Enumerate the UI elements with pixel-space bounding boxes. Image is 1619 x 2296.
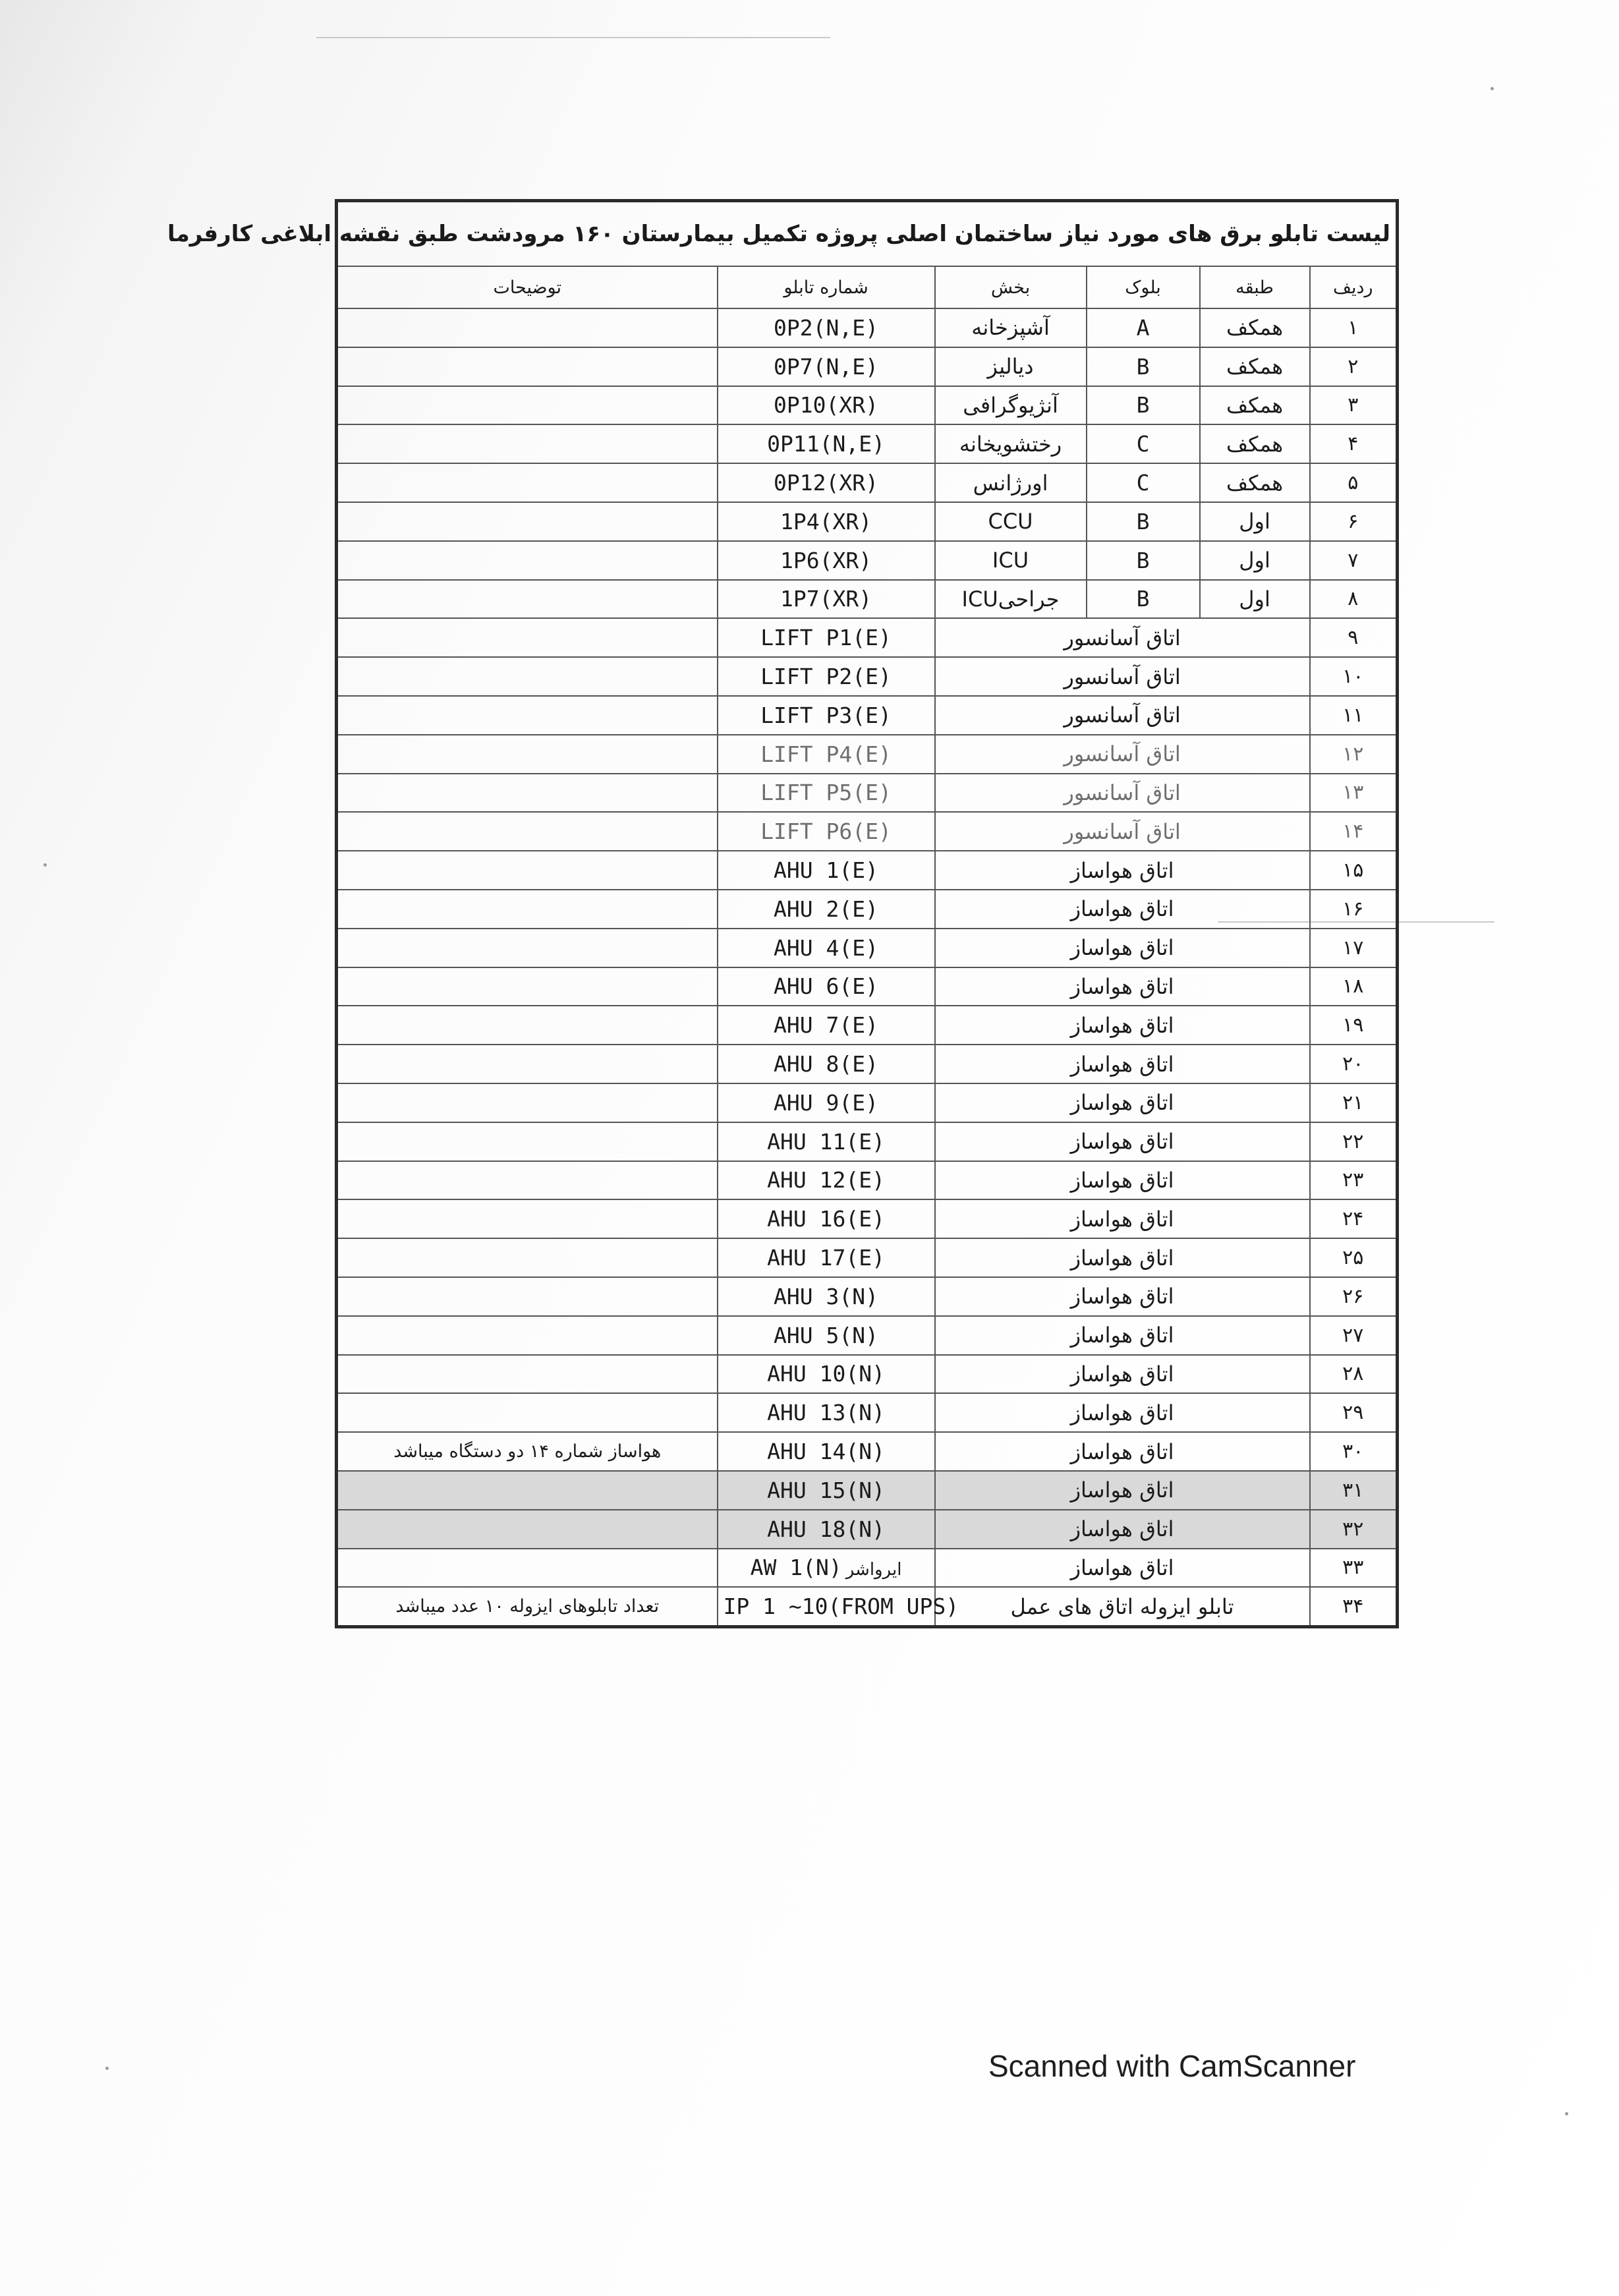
scanner-watermark: Scanned with CamScanner	[988, 2049, 1356, 2083]
table-row	[337, 1549, 1398, 1588]
header-floor: طبقه	[1200, 266, 1310, 308]
table-row	[337, 735, 1398, 774]
table-row	[337, 967, 1398, 1006]
cell-floor: اول	[1200, 541, 1310, 580]
scan-artifact-line	[316, 37, 830, 38]
cell-notes	[337, 1238, 718, 1277]
cell-floor: همکف	[1200, 386, 1310, 425]
cell-row-number: ۷	[1310, 541, 1398, 580]
panel-suffix: ایرواشر	[845, 1560, 902, 1580]
cell-row-number: ۱	[1310, 308, 1398, 347]
table-row	[337, 1471, 1398, 1510]
table-row	[337, 347, 1398, 386]
table-row	[337, 890, 1398, 929]
cell-panel-number: IP 1 ~10(FROM UPS)	[718, 1587, 935, 1626]
cell-block: A	[1087, 308, 1200, 347]
cell-panel-number: AHU 13(N)	[718, 1393, 935, 1432]
cell-block: B	[1087, 580, 1200, 619]
cell-row-number: ۳	[1310, 386, 1398, 425]
cell-notes	[337, 386, 718, 425]
cell-row-number: ۱۲	[1310, 735, 1398, 774]
cell-row-number: ۲۰	[1310, 1045, 1398, 1083]
cell-floor: اول	[1200, 502, 1310, 541]
cell-panel-number: LIFT P5(E)	[718, 774, 935, 813]
cell-row-number: ۲۸	[1310, 1355, 1398, 1394]
cell-location: اتاق هواساز	[935, 1277, 1310, 1316]
cell-notes	[337, 696, 718, 735]
cell-notes: تعداد تابلوهای ایزوله ۱۰ عدد میباشد	[337, 1587, 718, 1626]
cell-location: اتاق هواساز	[935, 1006, 1310, 1045]
cell-location: اتاق آسانسور	[935, 618, 1310, 657]
cell-row-number: ۱۶	[1310, 890, 1398, 929]
cell-panel-number: AHU 15(N)	[718, 1471, 935, 1510]
cell-notes	[337, 424, 718, 463]
cell-notes	[337, 347, 718, 386]
header-block: بلوک	[1087, 266, 1200, 308]
cell-location: اتاق آسانسور	[935, 696, 1310, 735]
table-row	[337, 851, 1398, 890]
cell-notes	[337, 1006, 718, 1045]
cell-location: اتاق هواساز	[935, 1432, 1310, 1471]
cell-notes	[337, 929, 718, 967]
cell-location: اتاق هواساز	[935, 1045, 1310, 1083]
cell-notes	[337, 657, 718, 696]
cell-location: اتاق هواساز	[935, 1510, 1310, 1549]
cell-panel-number: AHU 9(E)	[718, 1083, 935, 1122]
cell-row-number: ۴	[1310, 424, 1398, 463]
cell-panel-number: LIFT P1(E)	[718, 618, 935, 657]
table-row	[337, 618, 1398, 657]
panel-code: AW 1(N)	[750, 1555, 842, 1581]
cell-section: CCU	[935, 502, 1087, 541]
table-row	[337, 580, 1398, 619]
cell-floor: همکف	[1200, 424, 1310, 463]
table-row	[337, 774, 1398, 813]
cell-panel-number: LIFT P4(E)	[718, 735, 935, 774]
cell-row-number: ۲۲	[1310, 1122, 1398, 1161]
cell-notes	[337, 1161, 718, 1200]
cell-panel-number: AHU 4(E)	[718, 929, 935, 967]
table-row	[337, 696, 1398, 735]
table-row	[337, 1510, 1398, 1549]
cell-panel-number: AHU 6(E)	[718, 967, 935, 1006]
table-row	[337, 929, 1398, 967]
cell-location: اتاق هواساز	[935, 1199, 1310, 1238]
cell-location: اتاق هواساز	[935, 1122, 1310, 1161]
cell-panel-number: AHU 18(N)	[718, 1510, 935, 1549]
cell-panel-number: AHU 7(E)	[718, 1006, 935, 1045]
table-row	[337, 1316, 1398, 1355]
cell-notes	[337, 541, 718, 580]
cell-location: اتاق هواساز	[935, 851, 1310, 890]
cell-block: C	[1087, 424, 1200, 463]
cell-location: اتاق هواساز	[935, 1316, 1310, 1355]
cell-location: اتاق هواساز	[935, 1161, 1310, 1200]
cell-notes	[337, 890, 718, 929]
cell-row-number: ۲۷	[1310, 1316, 1398, 1355]
table-row	[337, 1199, 1398, 1238]
cell-row-number: ۶	[1310, 502, 1398, 541]
cell-panel-number: 0P11(N,E)	[718, 424, 935, 463]
cell-panel-number: 0P7(N,E)	[718, 347, 935, 386]
cell-block: C	[1087, 463, 1200, 502]
cell-floor: همکف	[1200, 308, 1310, 347]
cell-panel-number: 0P12(XR)	[718, 463, 935, 502]
cell-panel-number: AHU 8(E)	[718, 1045, 935, 1083]
cell-panel-number: AHU 10(N)	[718, 1355, 935, 1394]
cell-row-number: ۱۹	[1310, 1006, 1398, 1045]
cell-row-number: ۹	[1310, 618, 1398, 657]
cell-panel-number: AHU 11(E)	[718, 1122, 935, 1161]
cell-row-number: ۱۵	[1310, 851, 1398, 890]
cell-panel-number: AHU 16(E)	[718, 1199, 935, 1238]
cell-panel-number: AHU 2(E)	[718, 890, 935, 929]
table-row	[337, 541, 1398, 580]
header-panel-number: شماره تابلو	[718, 266, 935, 308]
cell-notes	[337, 1471, 718, 1510]
table-row	[337, 463, 1398, 502]
cell-row-number: ۲۶	[1310, 1277, 1398, 1316]
cell-panel-number: 1P4(XR)	[718, 502, 935, 541]
cell-notes	[337, 1355, 718, 1394]
header-notes: توضیحات	[337, 266, 718, 308]
cell-notes	[337, 308, 718, 347]
cell-row-number: ۳۰	[1310, 1432, 1398, 1471]
cell-notes: هواساز شماره ۱۴ دو دستگاه میباشد	[337, 1432, 718, 1471]
table-row	[337, 1393, 1398, 1432]
cell-location: اتاق هواساز	[935, 1549, 1310, 1588]
table-row	[337, 308, 1398, 347]
cell-panel-number: 1P6(XR)	[718, 541, 935, 580]
cell-panel-number: 0P2(N,E)	[718, 308, 935, 347]
cell-row-number: ۳۱	[1310, 1471, 1398, 1510]
cell-panel-number: 1P7(XR)	[718, 580, 935, 619]
cell-row-number: ۱۴	[1310, 812, 1398, 851]
cell-location: اتاق هواساز	[935, 1393, 1310, 1432]
cell-panel-number: LIFT P2(E)	[718, 657, 935, 696]
table-row	[337, 1355, 1398, 1394]
cell-panel-number: 0P10(XR)	[718, 386, 935, 425]
cell-section: دیالیز	[935, 347, 1087, 386]
header-row-number: ردیف	[1310, 266, 1398, 308]
cell-row-number: ۵	[1310, 463, 1398, 502]
table-row	[337, 1587, 1398, 1626]
cell-notes	[337, 774, 718, 813]
cell-row-number: ۲۹	[1310, 1393, 1398, 1432]
cell-row-number: ۱۸	[1310, 967, 1398, 1006]
cell-block: B	[1087, 541, 1200, 580]
cell-notes	[337, 1393, 718, 1432]
cell-notes	[337, 1549, 718, 1588]
cell-location: اتاق هواساز	[935, 1355, 1310, 1394]
cell-panel-number	[718, 1549, 935, 1588]
cell-floor: همکف	[1200, 347, 1310, 386]
cell-location: اتاق هواساز	[935, 1083, 1310, 1122]
table-row	[337, 1277, 1398, 1316]
cell-notes	[337, 502, 718, 541]
cell-floor: همکف	[1200, 463, 1310, 502]
cell-notes	[337, 967, 718, 1006]
cell-section: اورژانس	[935, 463, 1087, 502]
cell-panel-number: AHU 17(E)	[718, 1238, 935, 1277]
scan-speck	[105, 2067, 109, 2070]
cell-row-number: ۲۴	[1310, 1199, 1398, 1238]
cell-notes	[337, 1122, 718, 1161]
cell-panel-number: AHU 3(N)	[718, 1277, 935, 1316]
table-title: لیست تابلو برق های مورد نیاز ساختمان اصلی پروژه تکمیل بیمارستان ۱۶۰ مرودشت طبق نقشه ابلاغی کارفرما	[337, 201, 1398, 267]
cell-location: تابلو ایزوله اتاق های عمل	[935, 1587, 1310, 1626]
scan-speck	[1491, 87, 1494, 90]
cell-row-number: ۲۱	[1310, 1083, 1398, 1122]
table-row	[337, 812, 1398, 851]
scan-speck	[1565, 2112, 1568, 2115]
cell-row-number: ۱۷	[1310, 929, 1398, 967]
header-section: بخش	[935, 266, 1087, 308]
table-row	[337, 1045, 1398, 1083]
table-row	[337, 1161, 1398, 1200]
cell-row-number: ۳۲	[1310, 1510, 1398, 1549]
cell-notes	[337, 851, 718, 890]
table-row	[337, 657, 1398, 696]
cell-notes	[337, 1045, 718, 1083]
cell-panel-number: AHU 12(E)	[718, 1161, 935, 1200]
scan-speck	[43, 863, 47, 867]
title-row	[337, 201, 1398, 267]
cell-block: B	[1087, 502, 1200, 541]
cell-section: جراحیICU	[935, 580, 1087, 619]
cell-location: اتاق هواساز	[935, 967, 1310, 1006]
cell-section: ICU	[935, 541, 1087, 580]
panel-list-table	[167, 199, 1399, 1628]
cell-location: اتاق آسانسور	[935, 812, 1310, 851]
cell-location: اتاق هواساز	[935, 1471, 1310, 1510]
cell-notes	[337, 812, 718, 851]
cell-section: رختشویخانه	[935, 424, 1087, 463]
cell-location: اتاق آسانسور	[935, 774, 1310, 813]
cell-row-number: ۳۳	[1310, 1549, 1398, 1588]
cell-row-number: ۲۵	[1310, 1238, 1398, 1277]
cell-notes	[337, 1510, 718, 1549]
table-row	[337, 1432, 1398, 1471]
cell-panel-number: LIFT P6(E)	[718, 812, 935, 851]
cell-notes	[337, 463, 718, 502]
cell-floor: اول	[1200, 580, 1310, 619]
cell-block: B	[1087, 386, 1200, 425]
cell-row-number: ۲	[1310, 347, 1398, 386]
table-row	[337, 1238, 1398, 1277]
cell-notes	[337, 1277, 718, 1316]
cell-row-number: ۱۰	[1310, 657, 1398, 696]
cell-block: B	[1087, 347, 1200, 386]
cell-panel-number: AHU 5(N)	[718, 1316, 935, 1355]
cell-notes	[337, 618, 718, 657]
cell-notes	[337, 1083, 718, 1122]
cell-notes	[337, 580, 718, 619]
table-row	[337, 502, 1398, 541]
table-row	[337, 1006, 1398, 1045]
cell-row-number: ۲۳	[1310, 1161, 1398, 1200]
table-row	[337, 1083, 1398, 1122]
cell-notes	[337, 1199, 718, 1238]
cell-location: اتاق آسانسور	[935, 657, 1310, 696]
cell-panel-number: LIFT P3(E)	[718, 696, 935, 735]
cell-row-number: ۱۳	[1310, 774, 1398, 813]
cell-panel-number: AHU 14(N)	[718, 1432, 935, 1471]
cell-section: آشپزخانه	[935, 308, 1087, 347]
cell-notes	[337, 735, 718, 774]
cell-row-number: ۳۴	[1310, 1587, 1398, 1626]
table-row	[337, 424, 1398, 463]
cell-location: اتاق هواساز	[935, 890, 1310, 929]
cell-location: اتاق آسانسور	[935, 735, 1310, 774]
cell-location: اتاق هواساز	[935, 1238, 1310, 1277]
cell-notes	[337, 1316, 718, 1355]
table-row	[337, 1122, 1398, 1161]
table-row	[337, 386, 1398, 425]
cell-row-number: ۸	[1310, 580, 1398, 619]
cell-location: اتاق هواساز	[935, 929, 1310, 967]
cell-row-number: ۱۱	[1310, 696, 1398, 735]
cell-section: آنژیوگرافی	[935, 386, 1087, 425]
header-row	[337, 266, 1398, 308]
cell-panel-number: AHU 1(E)	[718, 851, 935, 890]
